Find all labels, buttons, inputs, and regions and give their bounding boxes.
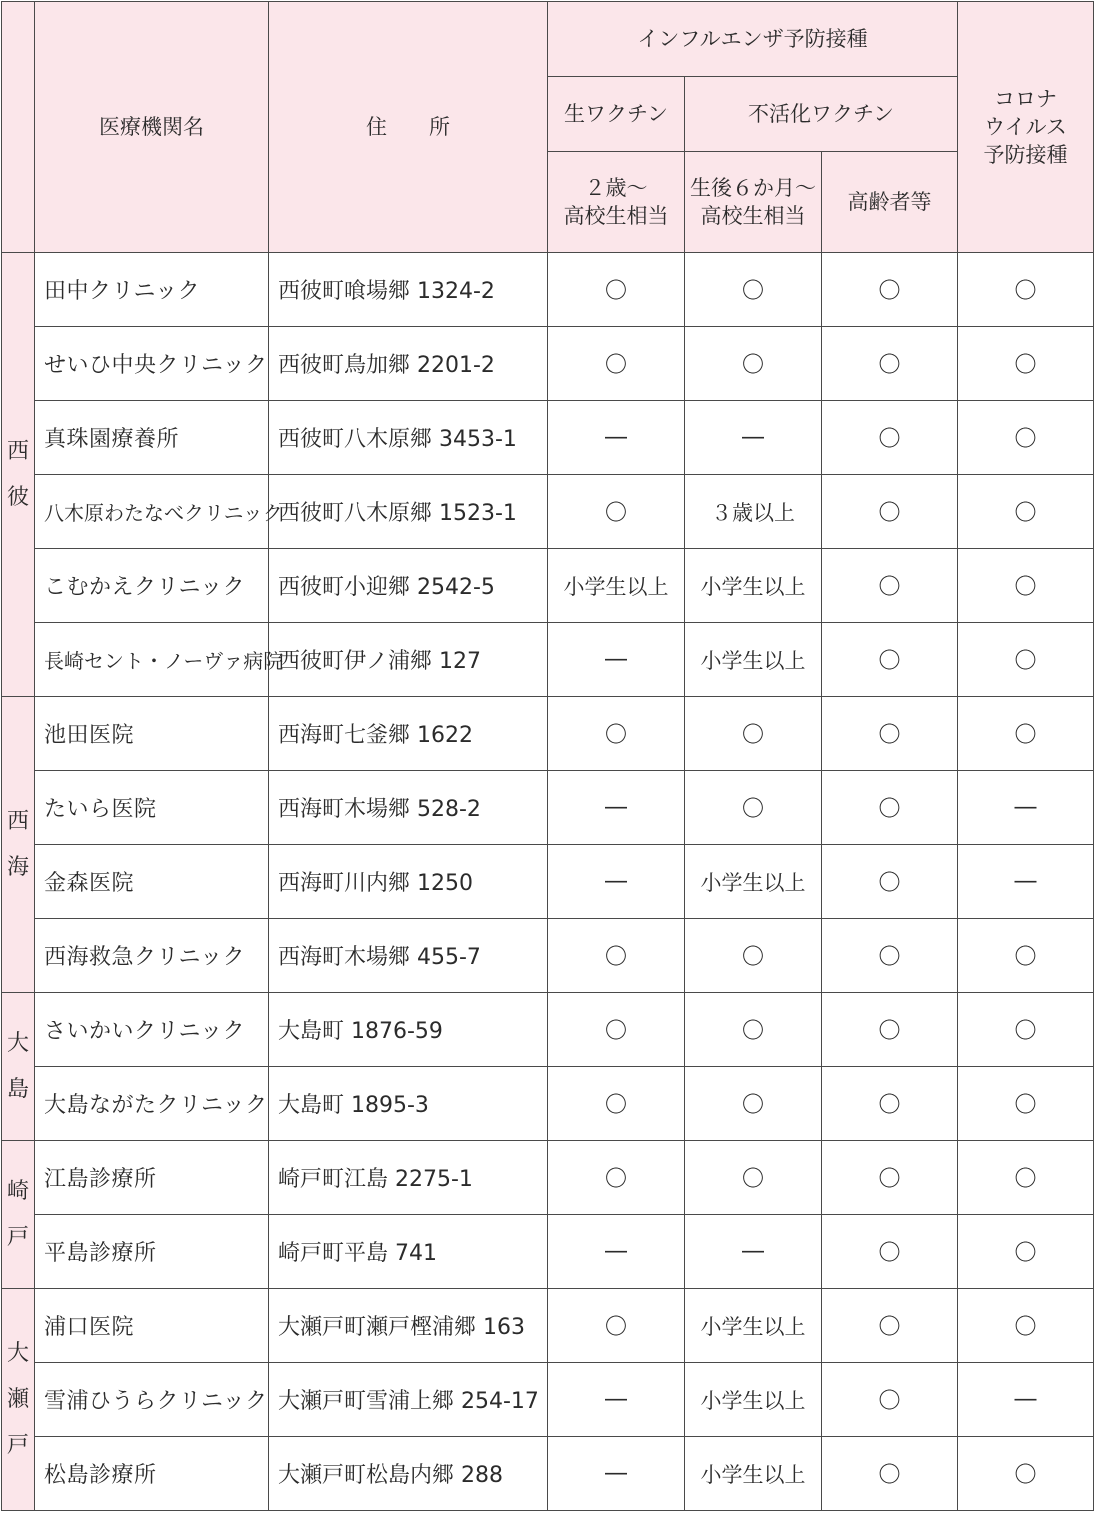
inactivated-vaccine-cell: 〇 <box>685 1141 822 1215</box>
area-label-text: 西彼 <box>7 438 30 510</box>
corona-cell: ― <box>958 845 1094 919</box>
table-row <box>2 1141 1094 1215</box>
live-vaccine-cell: ― <box>548 401 685 475</box>
corona-cell: 〇 <box>958 327 1094 401</box>
table-row <box>2 327 1094 401</box>
table-row <box>2 1437 1094 1511</box>
influenza-header: インフルエンザ予防接種 <box>548 2 958 77</box>
inactivated-vaccine-cell: 小学生以上 <box>685 623 822 697</box>
area-header-cell <box>2 2 35 253</box>
area-label-text: 崎戸 <box>7 1178 30 1250</box>
area-label <box>2 253 35 697</box>
elderly-cell: 〇 <box>822 919 958 993</box>
corona-cell: 〇 <box>958 697 1094 771</box>
corona-cell: 〇 <box>958 401 1094 475</box>
live-vaccine-cell: 小学生以上 <box>548 549 685 623</box>
area-label <box>2 993 35 1141</box>
table-row <box>2 1363 1094 1437</box>
elderly-cell: 〇 <box>822 697 958 771</box>
elderly-cell: 〇 <box>822 993 958 1067</box>
inactivated-age-header: 生後６か月～ 高校生相当 <box>685 152 822 253</box>
live-age-header: ２歳～ 高校生相当 <box>548 152 685 253</box>
table-row <box>2 1289 1094 1363</box>
inactivated-vaccine-cell: ３歳以上 <box>685 475 822 549</box>
corona-cell: 〇 <box>958 623 1094 697</box>
live-vaccine-cell: 〇 <box>548 1141 685 1215</box>
inactivated-vaccine-cell: 〇 <box>685 1067 822 1141</box>
address-cell: 大島町 1895-3 <box>269 1067 548 1141</box>
address-cell: 西彼町小迎郷 2542-5 <box>269 549 548 623</box>
inactivated-vaccine-cell: 小学生以上 <box>685 845 822 919</box>
corona-cell: 〇 <box>958 919 1094 993</box>
address-cell: 大瀬戸町雪浦上郷 254-17 <box>269 1363 548 1437</box>
clinic-name-cell: 浦口医院 <box>35 1289 269 1363</box>
inactivated-vaccine-cell: ― <box>685 401 822 475</box>
inactivated-vaccine-cell: 〇 <box>685 993 822 1067</box>
table-row <box>2 993 1094 1067</box>
live-vaccine-header: 生ワクチン <box>548 77 685 152</box>
area-label <box>2 1289 35 1511</box>
address-cell: 西彼町喰場郷 1324-2 <box>269 253 548 327</box>
address-cell: 西彼町伊ノ浦郷 127 <box>269 623 548 697</box>
inactivated-vaccine-cell: 〇 <box>685 697 822 771</box>
address-cell: 西海町木場郷 528-2 <box>269 771 548 845</box>
corona-cell: ― <box>958 771 1094 845</box>
inactivated-vaccine-cell: 小学生以上 <box>685 1363 822 1437</box>
corona-cell: 〇 <box>958 1437 1094 1511</box>
address-cell: 崎戸町江島 2275-1 <box>269 1141 548 1215</box>
table-row <box>2 845 1094 919</box>
elderly-cell: 〇 <box>822 623 958 697</box>
elderly-cell: 〇 <box>822 549 958 623</box>
inactivated-vaccine-cell: 小学生以上 <box>685 1289 822 1363</box>
area-label-text: 西海 <box>7 808 30 880</box>
elderly-cell: 〇 <box>822 1437 958 1511</box>
live-vaccine-cell: ― <box>548 623 685 697</box>
clinic-name-cell: こむかえクリニック <box>35 549 269 623</box>
clinic-name-cell: 雪浦ひうらクリニック <box>35 1363 269 1437</box>
corona-cell: 〇 <box>958 1215 1094 1289</box>
table-row <box>2 771 1094 845</box>
clinic-name-cell: 江島診療所 <box>35 1141 269 1215</box>
table-header <box>2 2 1094 253</box>
inactivated-vaccine-cell: 小学生以上 <box>685 1437 822 1511</box>
elderly-cell: 〇 <box>822 1141 958 1215</box>
vaccination-clinic-table <box>1 1 1094 1511</box>
table-row <box>2 623 1094 697</box>
address-header: 住 所 <box>269 2 548 253</box>
corona-cell: 〇 <box>958 1289 1094 1363</box>
table-row <box>2 1067 1094 1141</box>
elderly-cell: 〇 <box>822 1215 958 1289</box>
area-label <box>2 1141 35 1289</box>
corona-cell: 〇 <box>958 475 1094 549</box>
clinic-name-cell: 大島ながたクリニック <box>35 1067 269 1141</box>
address-cell: 大瀬戸町瀬戸樫浦郷 163 <box>269 1289 548 1363</box>
table-row <box>2 697 1094 771</box>
live-vaccine-cell: ― <box>548 1437 685 1511</box>
live-vaccine-cell: ― <box>548 1363 685 1437</box>
elderly-cell: 〇 <box>822 327 958 401</box>
address-cell: 西彼町鳥加郷 2201-2 <box>269 327 548 401</box>
live-vaccine-cell: 〇 <box>548 475 685 549</box>
table-row <box>2 253 1094 327</box>
corona-cell: 〇 <box>958 1067 1094 1141</box>
live-vaccine-cell: 〇 <box>548 697 685 771</box>
clinic-name-header: 医療機関名 <box>35 2 269 253</box>
area-label <box>2 697 35 993</box>
area-label-text: 大瀬戸 <box>7 1340 30 1458</box>
corona-cell: 〇 <box>958 993 1094 1067</box>
table-row <box>2 919 1094 993</box>
table-row <box>2 1215 1094 1289</box>
clinic-name-cell: 田中クリニック <box>35 253 269 327</box>
live-vaccine-cell: ― <box>548 845 685 919</box>
clinic-name-cell: 金森医院 <box>35 845 269 919</box>
elderly-cell: 〇 <box>822 845 958 919</box>
live-vaccine-cell: ― <box>548 771 685 845</box>
elderly-cell: 〇 <box>822 253 958 327</box>
address-cell: 西海町川内郷 1250 <box>269 845 548 919</box>
live-vaccine-cell: 〇 <box>548 327 685 401</box>
corona-header: コロナ ウイルス 予防接種 <box>958 2 1094 253</box>
live-vaccine-cell: 〇 <box>548 919 685 993</box>
live-vaccine-cell: 〇 <box>548 253 685 327</box>
elderly-cell: 〇 <box>822 1363 958 1437</box>
corona-cell: 〇 <box>958 1141 1094 1215</box>
inactivated-vaccine-cell: ― <box>685 1215 822 1289</box>
elderly-header: 高齢者等 <box>822 152 958 253</box>
address-cell: 崎戸町平島 741 <box>269 1215 548 1289</box>
clinic-name-cell: 池田医院 <box>35 697 269 771</box>
table-row <box>2 549 1094 623</box>
table-body <box>2 253 1094 1511</box>
elderly-cell: 〇 <box>822 475 958 549</box>
live-vaccine-cell: 〇 <box>548 993 685 1067</box>
clinic-name-cell: たいら医院 <box>35 771 269 845</box>
inactivated-vaccine-header: 不活化ワクチン <box>685 77 958 152</box>
corona-cell: 〇 <box>958 253 1094 327</box>
inactivated-vaccine-cell: 〇 <box>685 253 822 327</box>
inactivated-vaccine-cell: 〇 <box>685 919 822 993</box>
address-cell: 西海町木場郷 455-7 <box>269 919 548 993</box>
table-row <box>2 475 1094 549</box>
corona-cell: ― <box>958 1363 1094 1437</box>
clinic-name-cell: 平島診療所 <box>35 1215 269 1289</box>
inactivated-vaccine-cell: 〇 <box>685 771 822 845</box>
elderly-cell: 〇 <box>822 401 958 475</box>
address-cell: 大瀬戸町松島内郷 288 <box>269 1437 548 1511</box>
clinic-name-cell: 長崎セント・ノーヴァ病院 <box>35 623 269 697</box>
address-cell: 西彼町八木原郷 3453-1 <box>269 401 548 475</box>
clinic-name-cell: さいかいクリニック <box>35 993 269 1067</box>
clinic-name-cell: 真珠園療養所 <box>35 401 269 475</box>
elderly-cell: 〇 <box>822 771 958 845</box>
corona-cell: 〇 <box>958 549 1094 623</box>
clinic-name-cell: 松島診療所 <box>35 1437 269 1511</box>
live-vaccine-cell: 〇 <box>548 1289 685 1363</box>
live-vaccine-cell: 〇 <box>548 1067 685 1141</box>
inactivated-vaccine-cell: 小学生以上 <box>685 549 822 623</box>
inactivated-vaccine-cell: 〇 <box>685 327 822 401</box>
address-cell: 大島町 1876-59 <box>269 993 548 1067</box>
elderly-cell: 〇 <box>822 1289 958 1363</box>
elderly-cell: 〇 <box>822 1067 958 1141</box>
live-vaccine-cell: ― <box>548 1215 685 1289</box>
clinic-name-cell: 西海救急クリニック <box>35 919 269 993</box>
address-cell: 西海町七釜郷 1622 <box>269 697 548 771</box>
area-label-text: 大島 <box>7 1030 30 1102</box>
address-cell: 西彼町八木原郷 1523-1 <box>269 475 548 549</box>
clinic-name-cell: せいひ中央クリニック <box>35 327 269 401</box>
table-row <box>2 401 1094 475</box>
clinic-name-cell: 八木原わたなべクリニック <box>35 475 269 549</box>
